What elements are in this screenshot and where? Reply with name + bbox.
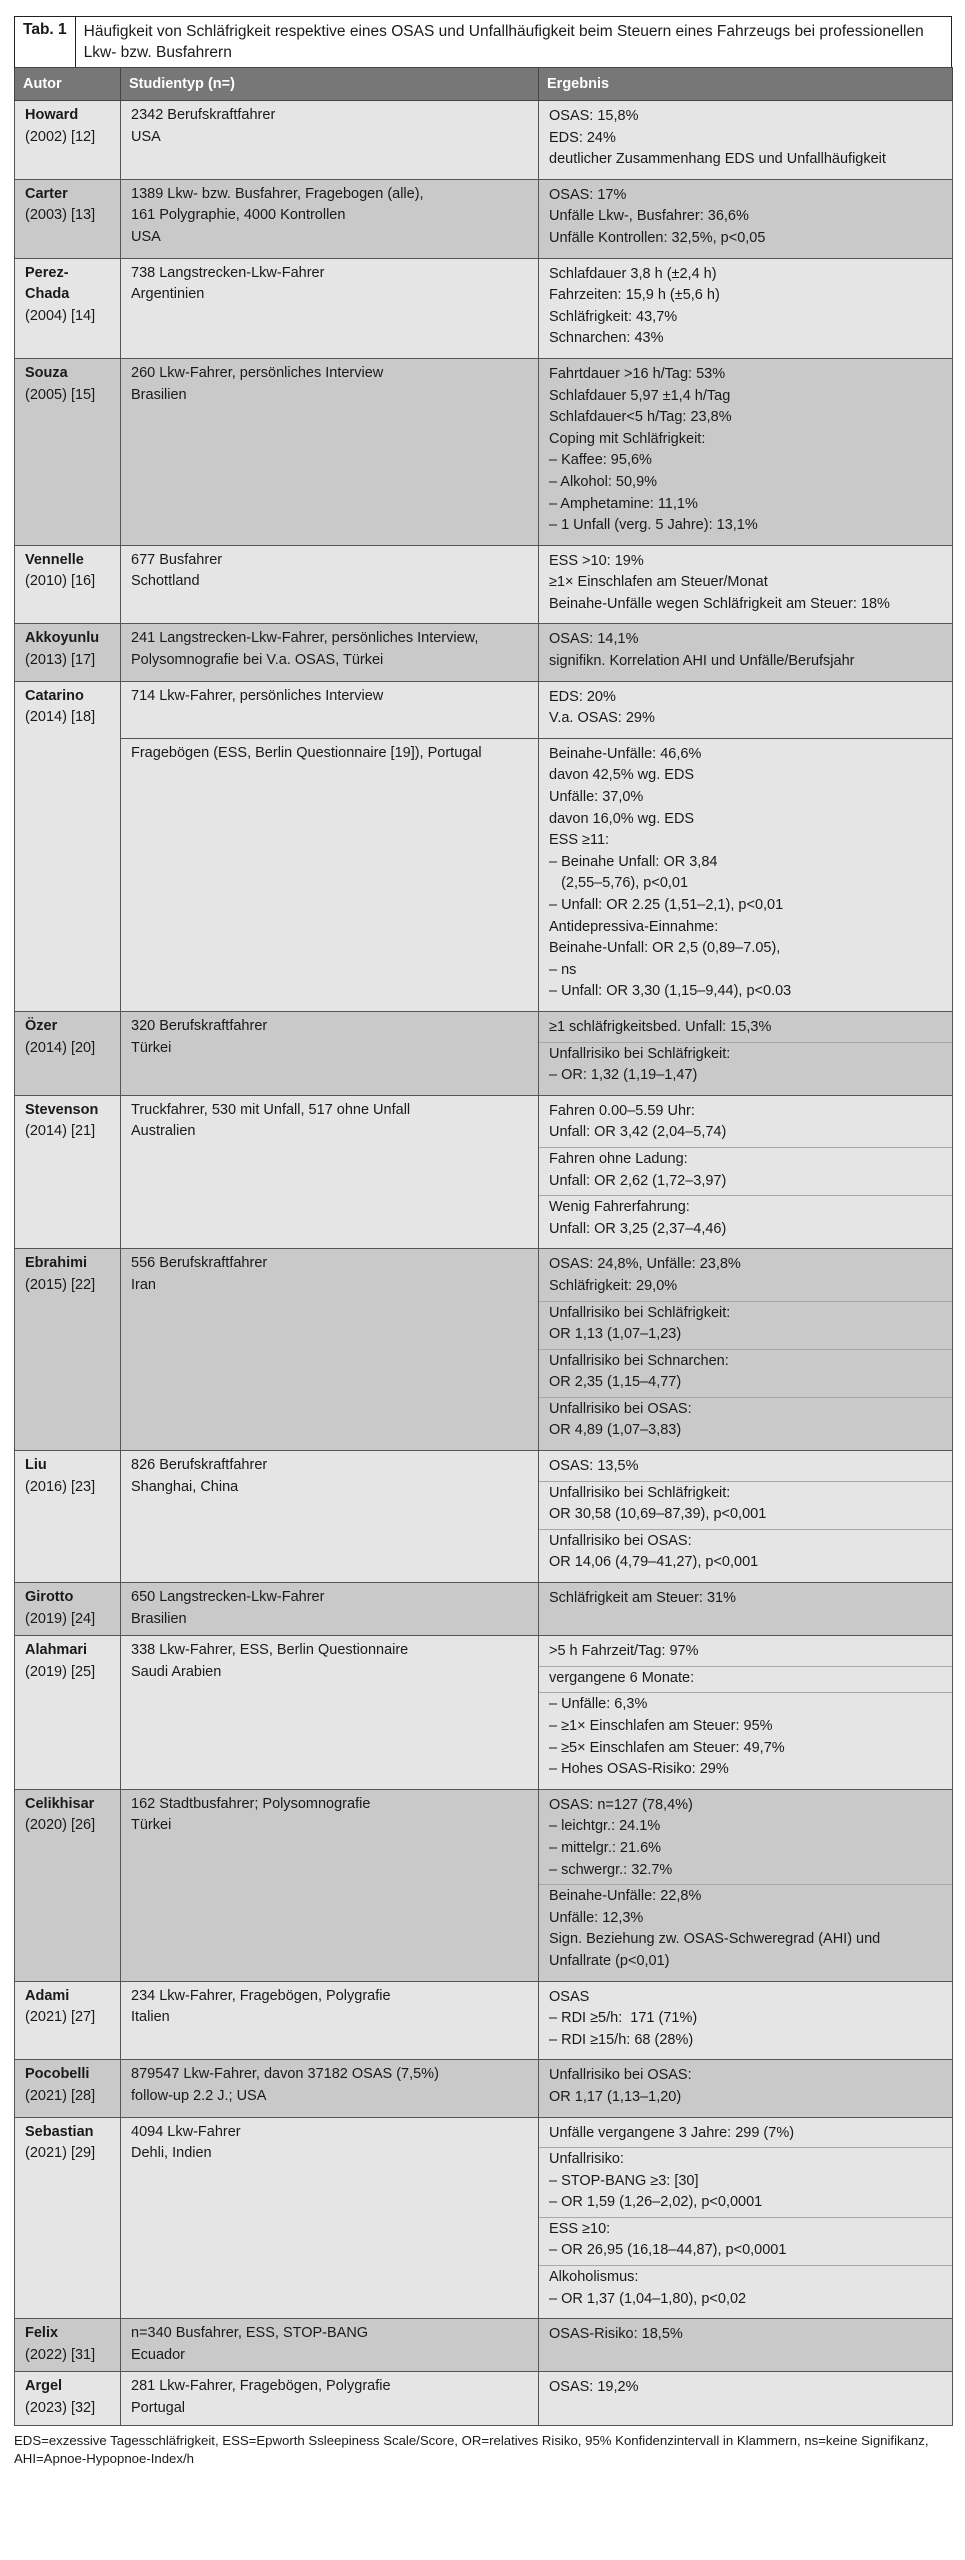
result-cell [539,1249,953,1451]
result-line: – Beinahe Unfall: OR 3,84 [549,853,718,870]
study-type-cell [121,545,539,624]
study-type-cell [121,101,539,180]
result-cell [539,1789,953,1981]
result-line: Unfallrisiko bei OSAS: [549,1532,692,1549]
result-cell [539,1981,953,2060]
result-line: Beinahe-Unfälle wegen Schläfrigkeit am Steuer: 18% [549,595,890,612]
result-line: – OR 26,95 (16,18–44,87), p<0,0001 [549,2242,787,2259]
study-type-line: 320 Berufskraftfahrer [131,1017,268,1034]
table-row [15,1249,953,1451]
result-line: Schlafdauer 5,97 ±1,4 h/Tag [549,387,731,404]
result-cell [539,258,953,358]
study-type-cell [121,738,539,1011]
study-type-line: follow-up 2.2 J.; USA [131,2087,267,2104]
result-line: V.a. OSAS: 29% [549,710,655,727]
table-body [15,101,953,2426]
study-type-line: USA [131,228,161,245]
result-block [539,1147,952,1195]
result-line: Alkoholismus: [549,2269,639,2286]
result-line: Unfallrisiko bei OSAS: [549,1400,692,1417]
table-figure [14,16,952,2469]
result-line: – RDI ≥5/h: 171 (71%) [549,2010,698,2027]
table-row [15,2372,953,2425]
author-name: Carter [25,185,68,202]
result-line: ESS ≥11: [549,832,610,849]
author-year-ref: (2004) [14] [25,307,96,324]
study-type-line: 281 Lkw-Fahrer, Fragebögen, Polygrafie [131,2378,391,2395]
result-line: OSAS: 15,8% [549,108,639,124]
result-line: Schläfrigkeit: 29,0% [549,1277,678,1294]
table-header-row [15,68,953,101]
result-line: OR 14,06 (4,79–41,27), p<0,001 [549,1554,759,1571]
result-block [549,263,944,353]
result-line: OR 1,17 (1,13–1,20) [549,2088,682,2105]
result-block [549,2064,944,2111]
result-line: OSAS [549,1988,590,2005]
result-line: OSAS: 19,2% [549,2379,639,2396]
result-cell [539,1583,953,1636]
result-line: Unfall: OR 2,62 (1,72–3,97) [549,1172,727,1189]
result-line: Unfallrate (p<0,01) [549,1952,670,1969]
result-block [539,1397,952,1445]
author-year-ref: (2003) [13] [25,207,96,224]
study-type-line: Shanghai, China [131,1478,239,1495]
study-type-line: 714 Lkw-Fahrer, persönliches Interview [131,687,384,704]
study-type-cell [121,681,539,738]
study-type-cell [121,2372,539,2425]
result-block [549,105,944,174]
study-type-line: 4094 Lkw-Fahrer [131,2123,241,2140]
author-cell [15,545,121,624]
table-row [15,681,953,738]
study-type-line: Schottland [131,573,200,590]
study-type-line: 879547 Lkw-Fahrer, davon 37182 OSAS (7,5%) [131,2066,439,2083]
result-block [539,1481,952,1529]
result-line: – OR: 1,32 (1,19–1,47) [549,1067,698,1084]
author-name: Ebrahimi [25,1255,88,1272]
result-line: Schläfrigkeit: 43,7% [549,308,678,325]
result-cell [539,2319,953,2372]
study-type-line: 338 Lkw-Fahrer, ESS, Berlin Questionnaire [131,1642,409,1659]
result-line: Fahrtdauer >16 h/Tag: 53% [549,365,726,382]
author-year-ref: (2002) [12] [25,128,96,145]
table-row [15,2117,953,2319]
result-line: – OR 1,59 (1,26–2,02), p<0,0001 [549,2194,763,2211]
author-name: Liu [25,1457,47,1474]
result-cell [539,681,953,738]
result-line: Antidepressiva-Einnahme: [549,918,719,935]
result-line: – RDI ≥15/h: 68 (28%) [549,2031,694,2048]
result-block [539,1349,952,1397]
result-line: Beinahe-Unfälle: 22,8% [549,1888,702,1905]
study-type-line: Saudi Arabien [131,1663,222,1680]
table-caption [14,16,952,67]
table-row [15,738,953,1011]
study-type-cell [121,2060,539,2117]
author-year-ref: (2014) [18] [25,709,96,726]
author-cell [15,1583,121,1636]
result-line: OSAS: 24,8%, Unfälle: 23,8% [549,1256,741,1273]
result-block [549,550,944,619]
author-cell [15,101,121,180]
author-cell [15,258,121,358]
study-type-line: Türkei [131,1039,172,1056]
result-line: OSAS: 13,5% [549,1458,639,1475]
table-label: Tab. 1 [15,17,76,67]
study-type-line: Argentinien [131,286,205,303]
result-line: Sign. Beziehung zw. OSAS-Schweregrad (AHI) und [549,1931,881,1948]
author-year-ref: (2010) [16] [25,573,96,590]
author-name: Howard [25,107,79,123]
result-line: – Amphetamine: 11,1% [549,495,698,512]
result-line: deutlicher Zusammenhang EDS und Unfallhäufigkeit [549,151,886,168]
table-row [15,1451,953,1583]
result-cell [539,1095,953,1249]
result-cell [539,624,953,681]
result-block [549,363,944,540]
table-row [15,624,953,681]
result-block [549,1455,944,1481]
table-row [15,2060,953,2117]
result-line: Unfall: OR 3,25 (2,37–4,46) [549,1220,727,1237]
result-line: – OR 1,37 (1,04–1,80), p<0,02 [549,2290,747,2307]
study-type-line: 738 Langstrecken-Lkw-Fahrer [131,264,325,281]
result-line: signifikn. Korrelation AHI und Unfälle/Berufsjahr [549,653,855,670]
result-line: vergangene 6 Monate: [549,1669,695,1686]
study-type-cell [121,1789,539,1981]
study-type-cell [121,1981,539,2060]
result-block [549,1100,944,1147]
study-type-cell [121,2117,539,2319]
result-cell [539,2372,953,2425]
result-line: – Unfälle: 6,3% [549,1696,648,1713]
study-type-line: Türkei [131,1817,172,1834]
result-block [549,2323,944,2349]
study-type-line: 2342 Berufskraftfahrer [131,107,276,123]
result-cell [539,738,953,1011]
result-block [549,1794,944,1884]
study-type-cell [121,2319,539,2372]
result-line: – Unfall: OR 3,30 (1,15–9,44), p<0.03 [549,983,792,1000]
result-block [549,1587,944,1613]
result-line: OR 1,13 (1,07–1,23) [549,1326,682,1343]
study-type-line: Brasilien [131,1610,187,1627]
author-name: Akkoyunlu [25,630,100,647]
author-cell [15,1636,121,1790]
result-block [549,1640,944,1666]
author-cell [15,2319,121,2372]
column-header-result: Ergebnis [539,68,953,101]
result-line: Unfallrisiko bei Schläfrigkeit: [549,1045,731,1062]
study-type-line: n=340 Busfahrer, ESS, STOP-BANG [131,2325,369,2342]
study-type-line: 234 Lkw-Fahrer, Fragebögen, Polygrafie [131,1987,391,2004]
result-line: – ≥1× Einschlafen am Steuer: 95% [549,1718,773,1734]
table-row [15,1789,953,1981]
result-block [539,1884,952,1975]
result-line: – Unfall: OR 2.25 (1,51–2,1), p<0,01 [549,897,784,913]
study-type-cell [121,1636,539,1790]
result-line: Unfallrisiko: [549,2151,624,2168]
result-cell [539,1451,953,1583]
result-line: Unfallrisiko bei Schläfrigkeit: [549,1484,731,1501]
study-type-line: 260 Lkw-Fahrer, persönliches Interview [131,364,384,381]
result-line: Unfälle Lkw-, Busfahrer: 36,6% [549,208,749,225]
result-block [539,2265,952,2313]
author-cell [15,1981,121,2060]
result-block [549,1253,944,1300]
table-row [15,1981,953,2060]
result-line: – ≥5× Einschlafen am Steuer: 49,7% [549,1739,785,1756]
author-year-ref: (2005) [15] [25,386,96,403]
result-block [549,2122,944,2148]
study-type-line: 1389 Lkw- bzw. Busfahrer, Fragebogen (alle), [131,185,424,202]
table-row [15,1636,953,1790]
result-line: – STOP-BANG ≥3: [30] [549,2172,699,2189]
result-block [539,1692,952,1783]
author-name: Souza [25,364,68,381]
study-type-line: USA [131,128,161,145]
table-row [15,1583,953,1636]
study-type-cell [121,1451,539,1583]
author-year-ref: (2014) [20] [25,1039,96,1056]
author-year-ref: (2013) [17] [25,652,96,669]
result-line: >5 h Fahrzeit/Tag: 97% [549,1643,699,1660]
author-cell [15,2060,121,2117]
author-year-ref: (2021) [28] [25,2087,96,2104]
study-type-line: 826 Berufskraftfahrer [131,1457,268,1474]
result-block [539,1301,952,1349]
result-line: – schwergr.: 32.7% [549,1861,673,1878]
result-line: OSAS: 17% [549,186,627,203]
study-type-cell [121,179,539,258]
result-line: Unfälle: 37,0% [549,789,644,806]
result-line: Coping mit Schläfrigkeit: [549,430,706,447]
author-year-ref: (2022) [31] [25,2346,96,2363]
result-block [549,1986,944,2055]
result-line: Schnarchen: 43% [549,330,664,347]
study-type-cell [121,1011,539,1095]
result-line: – 1 Unfall (verg. 5 Jahre): 13,1% [549,517,758,534]
author-cell [15,681,121,1011]
result-block [549,184,944,253]
result-line: EDS: 24% [549,129,616,146]
author-cell [15,179,121,258]
study-type-line: Fragebögen (ESS, Berlin Questionnaire [19]), Portugal [131,744,482,761]
result-line: OR 4,89 (1,07–3,83) [549,1422,682,1439]
table-row [15,1011,953,1095]
study-type-line: 650 Langstrecken-Lkw-Fahrer [131,1589,325,1606]
result-block [539,2217,952,2265]
result-line: ESS >10: 19% [549,552,644,569]
result-line: OSAS-Risiko: 18,5% [549,2326,683,2343]
study-type-cell [121,1583,539,1636]
result-line: Fahrzeiten: 15,9 h (±5,6 h) [549,287,720,304]
table-row [15,1095,953,1249]
author-name: Felix [25,2325,59,2342]
study-type-line: Ecuador [131,2346,186,2363]
result-line: – leichtgr.: 24.1% [549,1818,661,1835]
author-name: Pocobelli [25,2066,90,2083]
author-name: Stevenson [25,1101,99,1118]
author-name: Alahmari [25,1642,88,1659]
column-header-study-type: Studientyp (n=) [121,68,539,101]
author-name: Sebastian [25,2123,94,2140]
result-line: (2,55–5,76), p<0,01 [549,875,689,892]
study-type-line: Italien [131,2009,170,2026]
author-cell [15,1451,121,1583]
result-block [539,1666,952,1693]
study-type-cell [121,624,539,681]
study-type-cell [121,1095,539,1249]
result-line: Unfallrisiko bei Schnarchen: [549,1352,729,1369]
study-table [14,67,953,2426]
result-block [549,1016,944,1042]
result-line: ≥1 schläfrigkeitsbed. Unfall: 15,3% [549,1018,772,1035]
study-type-line: 161 Polygraphie, 4000 Kontrollen [131,207,346,224]
result-line: – Kaffee: 95,6% [549,452,652,469]
author-year-ref: (2014) [21] [25,1123,96,1140]
result-cell [539,2117,953,2319]
author-cell [15,1789,121,1981]
result-line: ESS ≥10: [549,2220,611,2237]
result-line: ≥1× Einschlafen am Steuer/Monat [549,574,768,591]
author-year-ref: (2019) [24] [25,1610,96,1627]
study-type-line: Portugal [131,2400,186,2417]
result-block [539,1529,952,1577]
result-line: Schlafdauer<5 h/Tag: 23,8% [549,409,732,426]
author-cell [15,1249,121,1451]
result-block [549,686,944,733]
result-line: Wenig Fahrerfahrung: [549,1199,690,1216]
table-row [15,179,953,258]
result-line: – Hohes OSAS-Risiko: 29% [549,1761,729,1778]
result-line: – ns [549,961,577,978]
study-type-line: Iran [131,1276,156,1293]
study-type-line: 162 Stadtbusfahrer; Polysomnografie [131,1795,371,1812]
result-block [549,2376,944,2402]
author-cell [15,1095,121,1249]
author-name: Argel [25,2378,63,2395]
author-name: Özer [25,1017,58,1034]
author-year-ref: (2016) [23] [25,1478,96,1495]
result-line: Beinahe-Unfälle: 46,6% [549,745,702,762]
result-line: Beinahe-Unfall: OR 2,5 (0,89–7.05), [549,940,781,957]
result-block [539,2147,952,2217]
result-block [539,1042,952,1090]
result-line: Unfallrisiko bei OSAS: [549,2067,692,2084]
study-type-line: Dehli, Indien [131,2145,212,2162]
result-line: Fahren ohne Ladung: [549,1150,688,1167]
result-cell [539,1011,953,1095]
study-type-cell [121,258,539,358]
result-line: davon 42,5% wg. EDS [549,767,695,784]
result-cell [539,1636,953,1790]
result-line: OR 2,35 (1,15–4,77) [549,1374,682,1391]
result-line: Schläfrigkeit am Steuer: 31% [549,1590,736,1607]
result-line: Unfälle vergangene 3 Jahre: 299 (7%) [549,2124,795,2141]
author-year-ref: (2023) [32] [25,2400,96,2417]
table-row [15,358,953,545]
author-cell [15,1011,121,1095]
result-block [549,628,944,675]
table-row [15,101,953,180]
author-cell [15,2117,121,2319]
study-type-line: Truckfahrer, 530 mit Unfall, 517 ohne Unfall [131,1101,411,1118]
column-header-author: Autor [15,68,121,101]
result-line: OSAS: 14,1% [549,631,639,648]
author-cell [15,2372,121,2425]
study-type-cell [121,1249,539,1451]
result-line: – mittelgr.: 21.6% [549,1839,662,1856]
result-cell [539,545,953,624]
study-type-line: 241 Langstrecken-Lkw-Fahrer, persönliches Interview, [131,630,479,647]
author-year-ref: (2020) [26] [25,1817,96,1834]
author-name: Celikhisar [25,1795,95,1812]
table-row [15,2319,953,2372]
author-cell [15,624,121,681]
result-line: OR 30,58 (10,69–87,39), p<0,001 [549,1506,767,1523]
result-line: Unfall: OR 3,42 (2,04–5,74) [549,1124,727,1141]
author-name: Catarino [25,687,84,704]
study-type-cell [121,358,539,545]
author-year-ref: (2019) [25] [25,1663,96,1680]
result-line: Schlafdauer 3,8 h (±2,4 h) [549,265,717,282]
author-year-ref: (2021) [27] [25,2009,96,2026]
table-row [15,258,953,358]
result-line: EDS: 20% [549,688,616,705]
table-footnote: EDS=exzessive Tagesschläfrigkeit, ESS=Epworth Ssleepiness Scale/Score, OR=relatives Risiko, 95% Konfidenzintervall in Klammern, ns=keine Signifikanz, AHI=Apnoe-Hypopnoe-Index/h [14,2432,929,2467]
result-line: davon 16,0% wg. EDS [549,810,695,827]
result-line: Unfallrisiko bei Schläfrigkeit: [549,1304,731,1321]
result-line: Unfälle: 12,3% [549,1909,644,1926]
author-name: Perez-Chada [25,264,70,303]
author-name: Vennelle [25,551,84,568]
result-cell [539,358,953,545]
study-type-line: Australien [131,1123,196,1140]
study-type-line: Brasilien [131,386,187,403]
result-cell [539,101,953,180]
author-year-ref: (2021) [29] [25,2145,96,2162]
author-year-ref: (2015) [22] [25,1276,96,1293]
result-line: Unfälle Kontrollen: 32,5%, p<0,05 [549,229,766,246]
table-title: Häufigkeit von Schläfrigkeit respektive eines OSAS und Unfallhäufigkeit beim Steuern eines Fahrzeugs bei professionellen Lkw- bzw. Busfahrern [83,23,924,61]
result-block [549,743,944,1006]
study-type-line: 677 Busfahrer [131,551,223,568]
study-type-line: 556 Berufskraftfahrer [131,1255,268,1272]
author-name: Girotto [25,1589,74,1606]
author-name: Adami [25,1987,70,2004]
author-cell [15,358,121,545]
result-line: OSAS: n=127 (78,4%) [549,1796,693,1813]
table-row [15,545,953,624]
result-line: Fahren 0.00–5.59 Uhr: [549,1102,695,1119]
result-cell [539,179,953,258]
result-cell [539,2060,953,2117]
result-line: – Alkohol: 50,9% [549,473,658,490]
result-block [539,1195,952,1243]
study-type-line: Polysomnografie bei V.a. OSAS, Türkei [131,652,384,669]
